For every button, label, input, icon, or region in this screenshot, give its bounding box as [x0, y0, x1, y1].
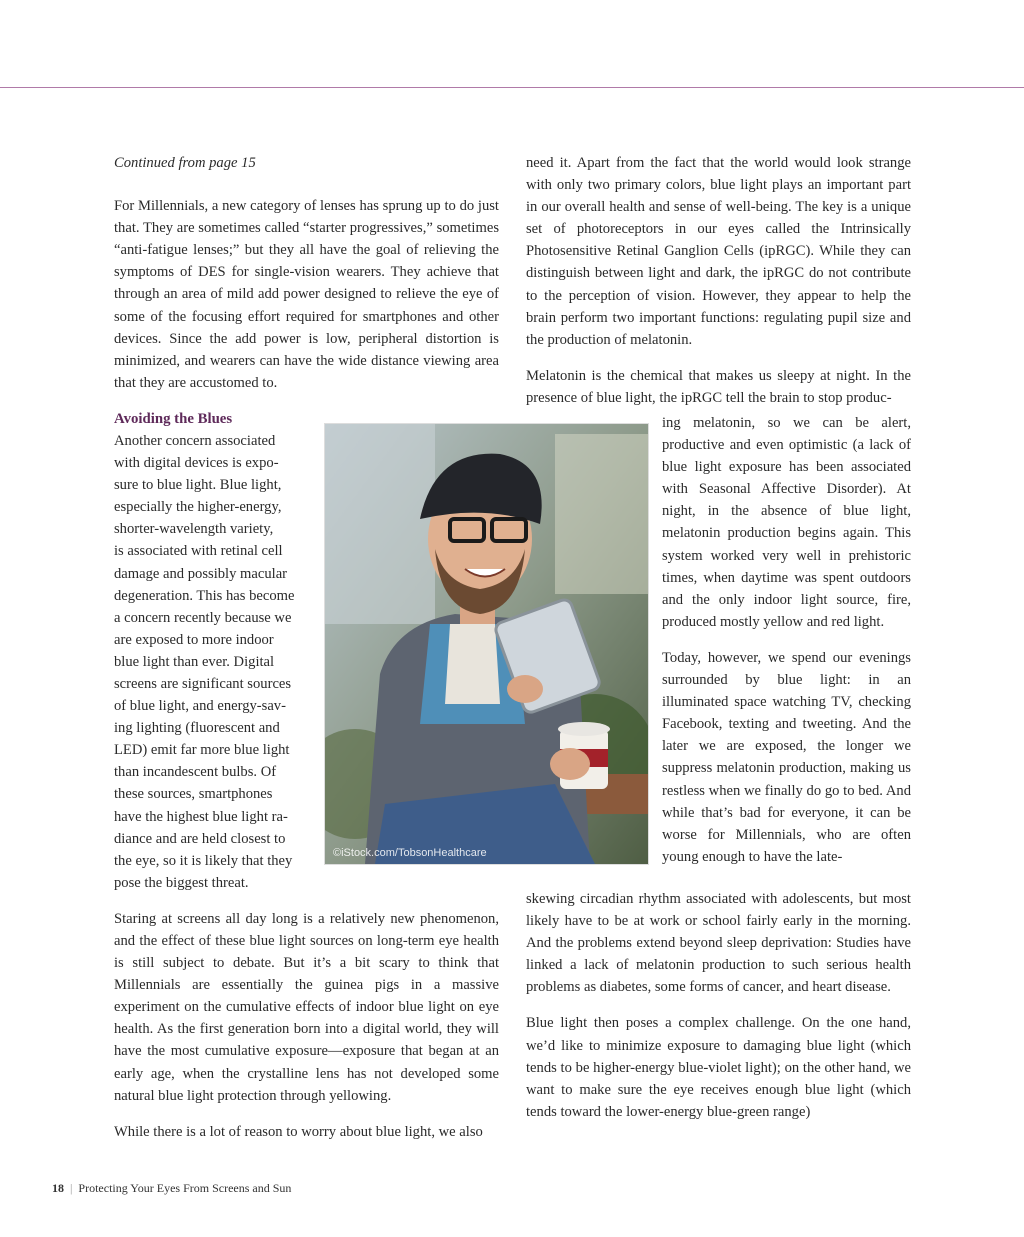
text-line: damage and possibly macular [114, 565, 288, 582]
text-line: with digital devices is expo- [114, 455, 279, 472]
text-line: diance and are held closest to [114, 830, 286, 847]
text-line: sure to blue light. Blue light, [114, 477, 282, 494]
text-line: have the highest blue light ra- [114, 808, 288, 825]
text-line: LED) emit far more blue light [114, 742, 290, 759]
text-line: is associated with retinal cell [114, 543, 283, 560]
right-column [526, 152, 911, 409]
photo-credit: ©iStock.com/TobsonHealthcare [333, 847, 487, 859]
text-line: pose the biggest threat. [114, 874, 249, 891]
paragraph-millennials-lenses: For Millennials, a new category of lenses has sprung up to do just that. They are sometimes called “starter progressives,” sometimes “anti-fatigue lenses;” but they all have the goal of relieving the symptoms of DES for single-vision wearers. They achieve that through an area of mild add power designed to relieve the eye of some of the focusing effort required for smartphones and other devices. Since the add power is low, peripheral distortion is minimized, and wearers can have the wide distance viewing area that they are accustomed to. [114, 198, 499, 391]
paragraph-melatonin-intro: Melatonin is the chemical that makes us sleepy at night. In the presence of blue light, the ipRGC tell the brain to stop produc- [526, 367, 911, 406]
paragraph-guinea-pigs: Staring at screens all day long is a relatively new phenomenon, and the effect of these blue light sources on long-term eye health is still subject to debate. But it’s a bit scary to think that Millennials are essentially the guinea pigs in a massive experiment on the cumulative effects of indoor blue light on eye health. As the first generation born into a digital world, they will have the most cumulative exposure—exposure that began at an early age, when the crystalline lens has not developed some natural blue light protection through yellowing. [114, 910, 499, 1104]
text-line: ing lighting (fluorescent and [114, 720, 280, 737]
text-line: than incandescent bulbs. Of [114, 764, 277, 781]
page-number: 18 [52, 1181, 64, 1195]
text-line: of blue light, and energy-sav- [114, 698, 286, 715]
photo-illustration [325, 424, 648, 864]
section-heading: Avoiding the Blues [114, 410, 233, 427]
text-line: are exposed to more indoor [114, 631, 274, 648]
paragraph-need-blue-light: need it. Apart from the fact that the world would look strange with only two primary colors, blue light plays an important part in our overall health and sense of well-being. The key is a unique set of photoreceptors in our eyes called the Intrinsically Photosensitive Retinal Ganglion Cells (ipRGC). While they can distinguish between light and dark, the ipRGC do not contribute to the perception of vision. However, they appear to help the brain perform two important functions: regulating pupil size and the production of melatonin. [526, 155, 911, 348]
right-column-lower [526, 888, 911, 1123]
page-footer [52, 1181, 291, 1196]
paragraph-worry: While there is a lot of reason to worry about blue light, we also [114, 1123, 483, 1140]
text-line: these sources, smartphones [114, 786, 273, 803]
right-wrap-column [662, 412, 911, 868]
text-line: shorter-wavelength variety, [114, 521, 274, 538]
paragraph-complex-challenge: Blue light then poses a complex challenge. On the one hand, we’d like to minimize exposure to damaging blue light (which tends to be higher-energy blue-violet light); on the other hand, we want to make sure the eye receives enough blue light (which tends toward the lower-energy blue-green range) [526, 1015, 911, 1120]
text-line: screens are significant sources [114, 675, 292, 692]
paragraph-melatonin-wrap: ing melatonin, so we can be alert, productive and even optimistic (a lack of blue light exposure has been associated with Seasonal Affective Disorder). At night, in the absence of blue light, melatonin production begins again. This system worked very well in prehistoric times, when daytime was spent outdoors and the only indoor light source, fire, produced mostly yellow and red light. [662, 415, 911, 630]
text-line: degeneration. This has become [114, 587, 295, 604]
continued-note: Continued from page 15 [114, 155, 256, 171]
top-rule [0, 87, 1024, 88]
photo-man-with-tablet [324, 423, 649, 865]
text-line: especially the higher-energy, [114, 499, 282, 516]
text-line: a concern recently because we [114, 609, 292, 626]
text-line: blue light than ever. Digital [114, 653, 275, 670]
publication-title: Protecting Your Eyes From Screens and Sun [78, 1181, 292, 1195]
paragraph-evenings-wrap: Today, however, we spend our evenings surrounded by blue light: in an illuminated space watching TV, checking Facebook, texting and tweeting. And the later we are exposed, the longer we suppress melatonin production, making us restless when we finally do go to bed. And while that’s bad for everyone, it can be worse for Millennials, who are often young enough to have the late- [662, 649, 911, 865]
footer-separator: | [70, 1181, 73, 1195]
text-line: Another concern associated [114, 432, 276, 449]
paragraph-blue-light-concern [114, 430, 310, 894]
text-line: the eye, so it is likely that they [114, 852, 293, 869]
paragraph-evenings-rest: skewing circadian rhythm associated with adolescents, but most likely have to be at work or school fairly early in the morning. And the problems extend beyond sleep deprivation: Studies have linked a lack of melatonin production to such serious health problems as diabetes, some forms of cancer, and heart disease. [526, 891, 911, 996]
